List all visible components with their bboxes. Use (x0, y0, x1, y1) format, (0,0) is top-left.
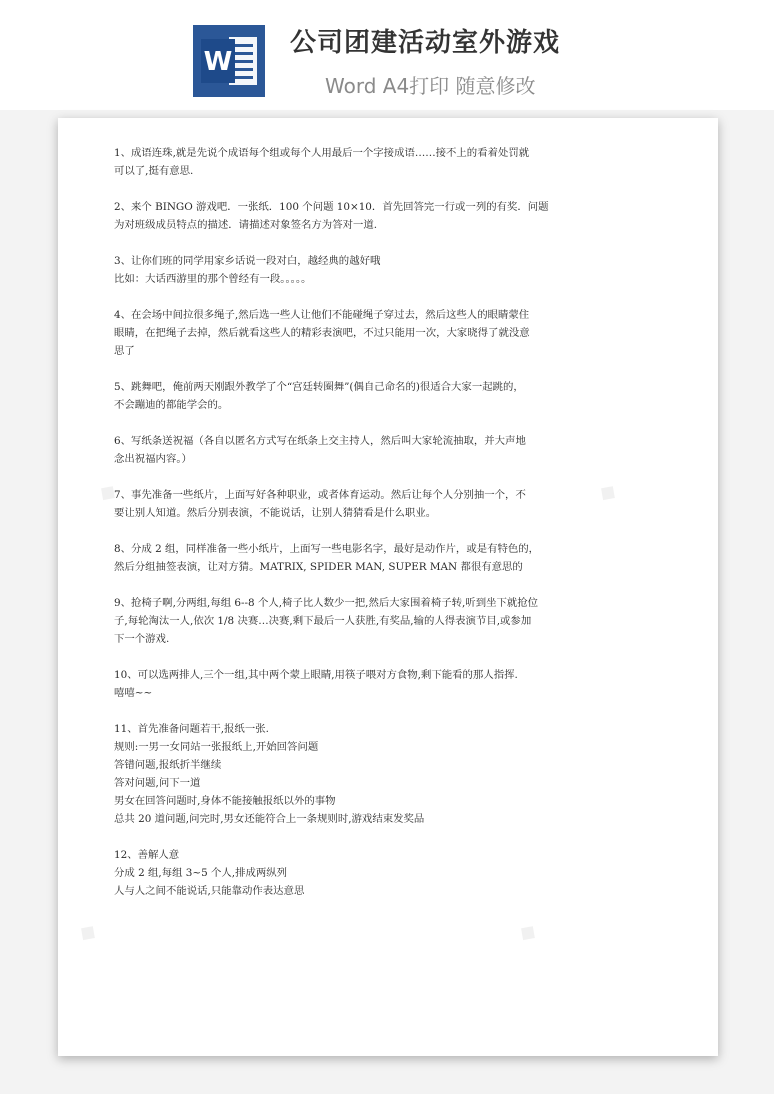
page-title: 公司团建活动室外游戏 (290, 28, 561, 58)
paragraph-9 (114, 594, 604, 648)
paragraph-3 (114, 252, 604, 288)
paragraph-11 (114, 720, 604, 828)
text-line: 9、抢椅子啊,分两组,每组 6--8 个人,椅子比人数少一把,然后大家围着椅子转,听到坐下就抢位 (114, 597, 539, 609)
text-line: 12、善解人意 (114, 849, 180, 861)
text-line: 人与人之间不能说话,只能靠动作表达意思 (114, 885, 305, 897)
paragraph-8 (114, 540, 604, 576)
text-line: 然后分组抽签表演，让对方猜。MATRIX, SPIDER MAN, SUPER MAN 都很有意思的 (114, 561, 523, 573)
text-line: 比如：大话西游里的那个曾经有一段。。。。。 (114, 273, 312, 285)
text-line: 答对问题,问下一道 (114, 777, 201, 789)
paragraph-7 (114, 486, 604, 522)
text-line: 5、跳舞吧，俺前两天刚跟外教学了个“宫廷转圈舞”(偶自己命名的)很适合大家一起跳的， (114, 381, 524, 393)
document-body (114, 144, 604, 918)
text-line: 1、成语连珠,就是先说个成语每个组或每个人用最后一个字接成语……接不上的看着处罚就 (114, 147, 530, 159)
text-line: 思了 (114, 345, 135, 357)
text-line: 6、写纸条送祝福（各自以匿名方式写在纸条上交主持人，然后叫大家轮流抽取，并大声地 (114, 435, 526, 447)
text-line: 分成 2 组,每组 3~5 个人,排成两纵列 (114, 867, 288, 879)
text-line: 为对班级成员特点的描述．请描述对象签名方为答对一道. (114, 219, 378, 231)
text-line: 男女在回答问题时,身体不能接触报纸以外的事物 (114, 795, 336, 807)
text-line: 念出祝福内容。） (114, 453, 192, 465)
text-line: 不会蹦迪的都能学会的。 (114, 399, 229, 411)
text-line: 8、分成 2 组，同样准备一些小纸片，上面写一些电影名字，最好是动作片，或是有特色的， (114, 543, 540, 555)
text-line: 要让别人知道。然后分别表演，不能说话，让别人猜猜看是什么职业。 (114, 507, 437, 519)
paragraph-5 (114, 378, 604, 414)
text-line: 下一个游戏. (114, 633, 170, 645)
paragraph-1 (114, 144, 604, 180)
text-line: 答错问题,报纸折半继续 (114, 759, 222, 771)
word-icon-letter: W (203, 47, 233, 77)
paragraph-6 (114, 432, 604, 468)
text-line: 嘻嘻~~ (114, 687, 153, 699)
text-line: 眼睛，在把绳子去掉，然后就看这些人的精彩表演吧，不过只能用一次，大家晓得了就没意 (114, 327, 530, 339)
paragraph-10 (114, 666, 604, 702)
text-line: 3、让你们班的同学用家乡话说一段对白，越经典的越好哦 (114, 255, 381, 267)
text-line: 11、首先准备问题若干,报纸一张. (114, 723, 269, 735)
text-line: 规则:一男一女同站一张报纸上,开始回答问题 (114, 741, 319, 753)
paragraph-2 (114, 198, 604, 234)
word-icon (193, 25, 265, 97)
text-line: 可以了,挺有意思. (114, 165, 194, 177)
header (0, 0, 774, 110)
text-line: 子,每轮淘汰一人,依次 1/8 决赛…决赛,剩下最后一人获胜,有奖品,输的人得表演节目,或参加 (114, 615, 532, 627)
text-line: 总共 20 道问题,问完时,男女还能符合上一条规则时,游戏结束发奖品 (114, 813, 425, 825)
text-line: 7、事先准备一些纸片，上面写好各种职业，或者体育运动。然后让每个人分别抽一个，不 (114, 489, 526, 501)
text-line: 4、在会场中间拉很多绳子,然后选一些人让他们不能碰绳子穿过去，然后这些人的眼睛蒙住 (114, 309, 530, 321)
page-subtitle: Word A4打印 随意修改 (325, 74, 536, 98)
text-line: 2、来个 BINGO 游戏吧．一张纸．100 个问题 10×10．首先回答完一行或一列的有奖．问题 (114, 201, 549, 213)
paragraph-12 (114, 846, 604, 900)
text-line: 10、可以选两排人,三个一组,其中两个蒙上眼睛,用筷子喂对方食物,剩下能看的那人指挥. (114, 669, 518, 681)
paragraph-4 (114, 306, 604, 360)
